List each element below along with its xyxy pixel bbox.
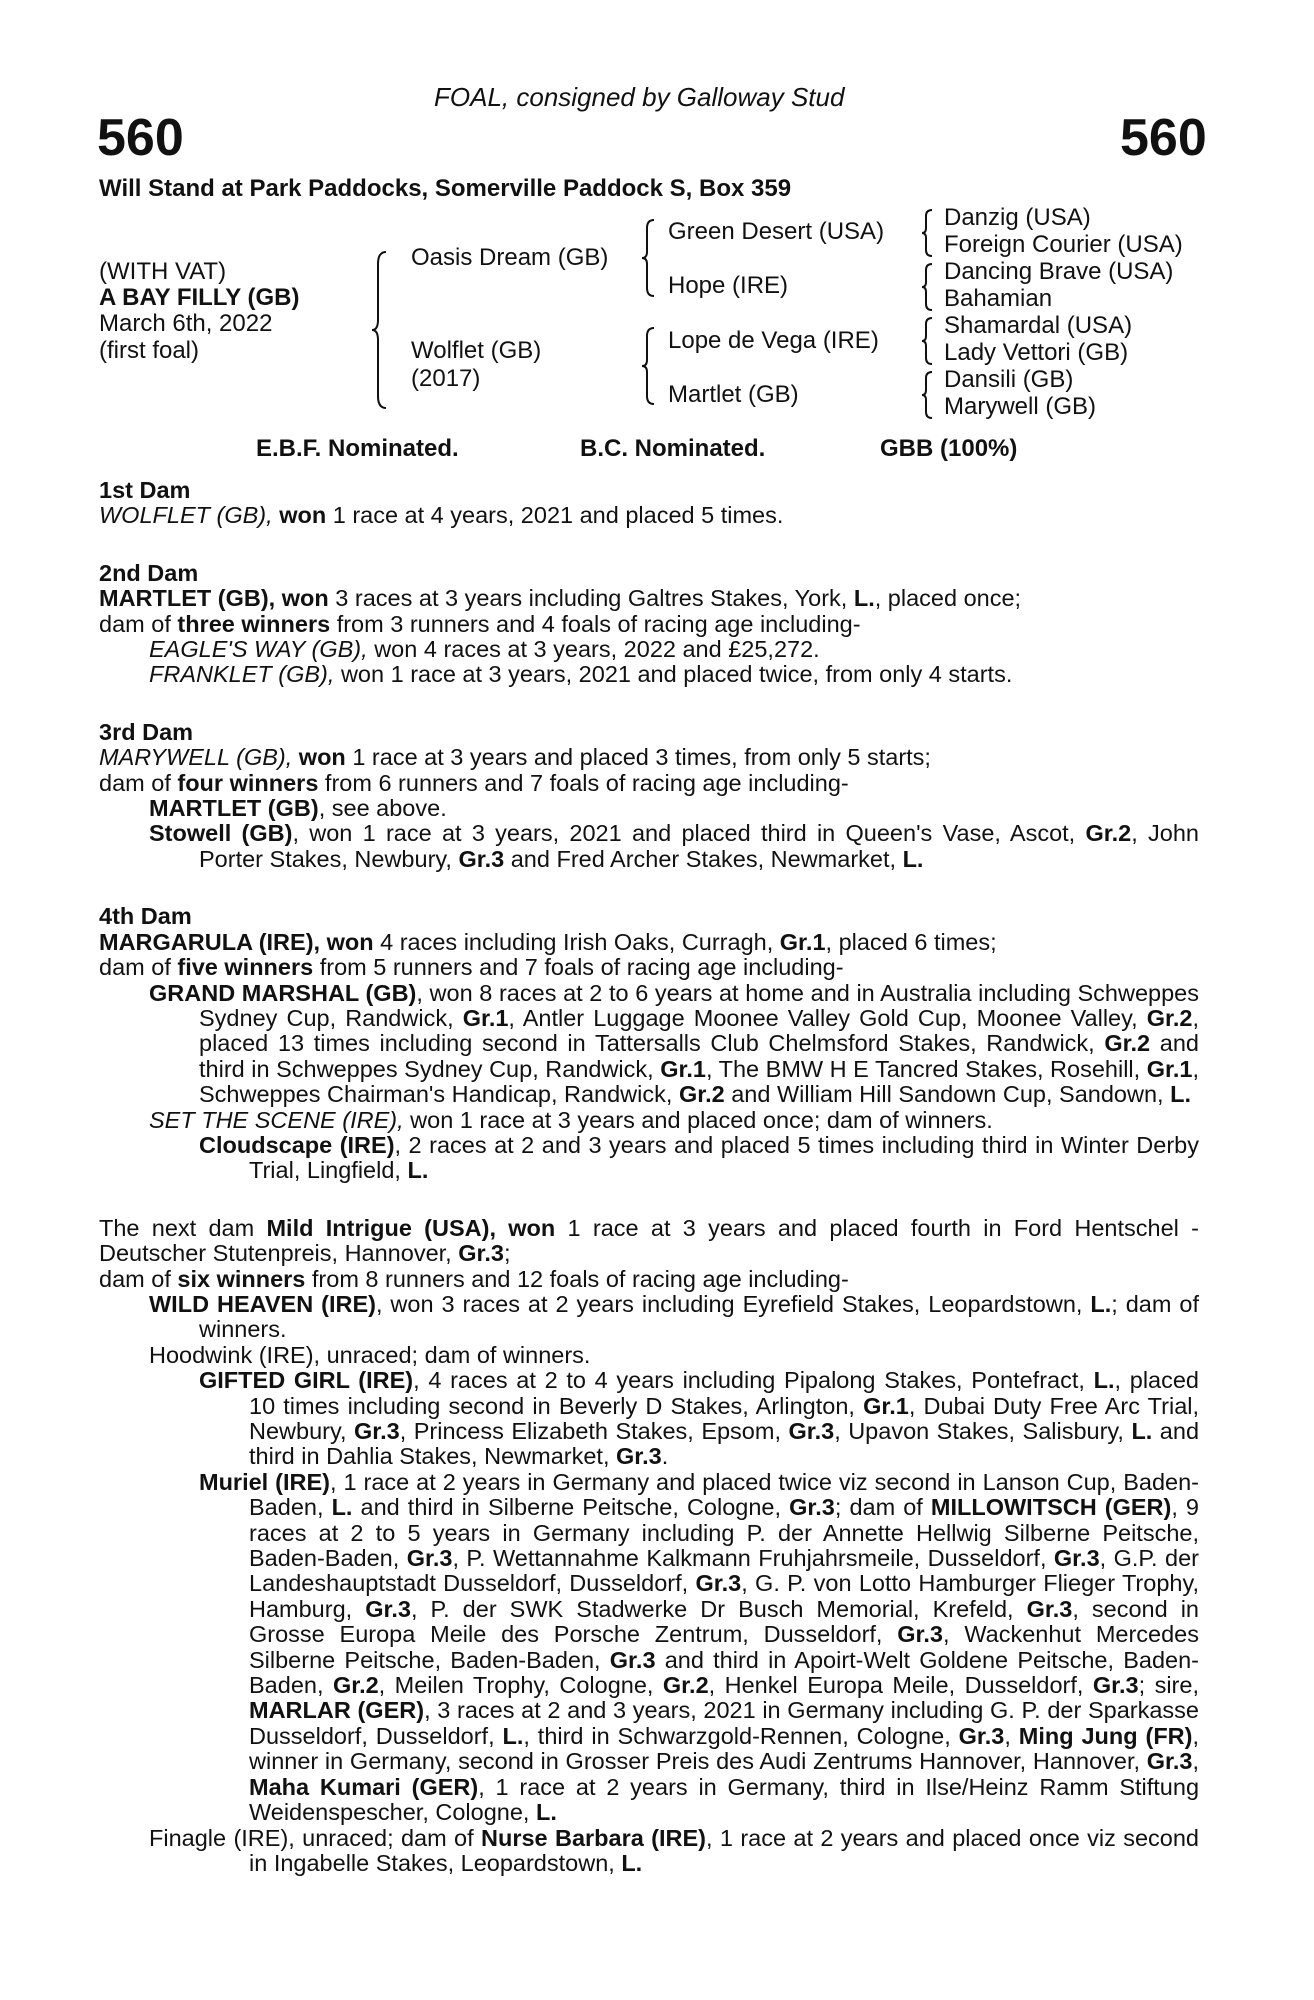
dam-sire-sire: Shamardal (USA) (944, 312, 1133, 339)
gbb-rating: GBB (100%) (880, 435, 1018, 462)
lot-number-left: 560 (97, 109, 184, 167)
dam4-produce-item: GRAND MARSHAL (GB), won 8 races at 2 to 6 years at home and in Australia including Schweppes Sydney Cup, Randwick, Gr.1, Antler Luggage Moonee Valley Gold Cup, Moonee Valley, Gr.2, placed 13 times including second in Tattersalls Club Chelmsford Stakes, Randwick, Gr.2 and third in Schweppes Sydney Cup, Randwick, Gr.1, The BMW H E Tancred Stakes, Rosehill, Gr.1, Schweppes Chairman's Handicap, Randwick, Gr.2 and William Hill Sandown Cup, Sandown, L. (149, 979, 1200, 1108)
dam-year: (2017) (411, 365, 481, 392)
sire-sire-dam: Foreign Courier (USA) (944, 231, 1183, 258)
lot-number-right: 560 (1120, 109, 1207, 167)
sire-sire: Green Desert (USA) (668, 218, 885, 245)
dam2-record: MARTLET (GB), won 3 races at 3 years including Galtres Stakes, York, L., placed once; (99, 585, 1022, 612)
sire-dam-dam: Bahamian (944, 285, 1053, 312)
dam4-record: MARGARULA (IRE), won 4 races including Irish Oaks, Curragh, Gr.1, placed 6 times; (99, 928, 997, 955)
next-dam-grandproduce-item: Muriel (IRE), 1 race at 2 years in Germany and placed twice viz second in Lanson Cup, Baden-Baden, L. and third in Silberne Peitsche, Cologne, Gr.3; dam of MILLOWITSCH (GER), 9 races at 2 to 5 years in Germany including P. der Annette Hellwig Silberne Peitsche, Baden-Baden, Gr.3, P. Wettannahme Kalkmann Fruhjahrsmeile, Dusseldorf, Gr.3, G.P. der Landeshauptstadt Dusseldorf, Dusseldorf, Gr.3, G. P. von Lotto Hamburger Flieger Trophy, Hamburg, Gr.3, P. der SWK Stadwerke Dr Busch Memorial, Krefeld, Gr.3, second in Grosse Europa Meile des Porsche Zentrum, Dusseldorf, Gr.3, Wackenhut Mercedes Silberne Peitsche, Baden-Baden, Gr.3 and third in Apoirt-Welt Goldene Peitsche, Baden-Baden, Gr.2, Meilen Trophy, Cologne, Gr.2, Henkel Europa Meile, Dusseldorf, Gr.3; sire, MARLAR (GER), 3 races at 2 and 3 years, 2021 in Germany including G. P. der Sparkasse Dusseldorf, Dusseldorf, L., third in Schwarzgold-Rennen, Cologne, Gr.3, Ming Jung (FR), winner in Germany, second in Grosser Preis des Audi Zentrums Hannover, Hannover, Gr.3, Maha Kumari (GER), 1 race at 2 years in Germany, third in Ilse/Heinz Ramm Stiftung Weidenspescher, Cologne, L. (199, 1468, 1200, 1826)
pedigree-brace-3a (920, 208, 936, 258)
next-dam-record: The next dam Mild Intrigue (USA), won 1 race at 3 years and placed fourth in Ford Hentschel - Deutscher Stutenpreis, Hannover, Gr.3; (99, 1214, 1199, 1267)
foaling-date: March 6th, 2022 (99, 310, 273, 337)
catalogue-body (99, 478, 1199, 1876)
dam2-produce-summary: dam of three winners from 3 runners and 4 foals of racing age including- (99, 610, 861, 637)
sire-name: Oasis Dream (GB) (411, 244, 609, 271)
next-dam-produce-item: Finagle (IRE), unraced; dam of Nurse Barbara (IRE), 1 race at 2 years and placed once viz second in Ingabelle Stakes, Leopardstown, L. (149, 1824, 1200, 1876)
ebf-nominated: E.B.F. Nominated. (256, 435, 459, 462)
bc-nominated: B.C. Nominated. (580, 435, 766, 462)
dam1-heading: 1st Dam (99, 477, 191, 503)
dam4-heading: 4th Dam (99, 903, 192, 930)
dam-dam-sire: Dansili (GB) (944, 366, 1074, 393)
dam3-produce-item: Stowell (GB), won 1 race at 3 years, 2021 and placed third in Queen's Vase, Ascot, Gr.2, John Porter Stakes, Newbury, Gr.3 and Fred Archer Stakes, Newmarket, L. (149, 820, 1199, 872)
pedigree-brace-2b (640, 326, 658, 406)
dam2-produce-item: EAGLE'S WAY (GB), won 4 races at 3 years, 2022 and £25,272. (149, 636, 820, 663)
dam3-produce-item: MARTLET (GB), see above. (149, 795, 447, 822)
pedigree-brace-1 (370, 250, 390, 410)
next-dam-produce-item: Hoodwink (IRE), unraced; dam of winners. (149, 1341, 591, 1368)
dam-sire-dam: Lady Vettori (GB) (944, 339, 1129, 366)
dam-dam-dam: Marywell (GB) (944, 393, 1097, 420)
sire-sire-sire: Danzig (USA) (944, 204, 1091, 231)
next-dam-produce-item: WILD HEAVEN (IRE), won 3 races at 2 years including Eyrefield Stakes, Leopardstown, L.; dam of winners. (149, 1290, 1199, 1343)
dam-sire: Lope de Vega (IRE) (668, 327, 879, 354)
stand-location: Will Stand at Park Paddocks, Somerville Paddock S, Box 359 (99, 175, 792, 202)
pedigree-brace-3b (920, 262, 936, 312)
pedigree-brace-2a (640, 218, 658, 298)
dam3-heading: 3rd Dam (99, 718, 194, 745)
foal-note: (first foal) (99, 337, 200, 364)
consignor-line: FOAL, consigned by Galloway Stud (434, 82, 845, 112)
sire-dam-sire: Dancing Brave (USA) (944, 258, 1174, 285)
next-dam-produce-summary: dam of six winners from 8 runners and 12 foals of racing age including- (99, 1265, 849, 1292)
dam4-grandproduce-item: Cloudscape (IRE), 2 races at 2 and 3 years and placed 5 times including third in Winter Derby Trial, Lingfield, L. (199, 1131, 1199, 1184)
next-dam-grandproduce-item: GIFTED GIRL (IRE), 4 races at 2 to 4 years including Pipalong Stakes, Pontefract, L., placed 10 times including second in Beverly D Stakes, Arlington, Gr.1, Dubai Duty Free Arc Trial, Newbury, Gr.3, Princess Elizabeth Stakes, Epsom, Gr.3, Upavon Stakes, Salisbury, L. and third in Dahlia Stakes, Newmarket, Gr.3. (199, 1367, 1200, 1470)
horse-name: A BAY FILLY (GB) (99, 284, 300, 311)
dam4-produce-item: SET THE SCENE (IRE), won 1 race at 3 years and placed once; dam of winners. (149, 1106, 993, 1133)
pedigree-brace-3c (920, 316, 936, 366)
vat-note: (WITH VAT) (99, 258, 227, 285)
dam3-record: MARYWELL (GB), won 1 race at 3 years and placed 3 times, from only 5 starts; (99, 744, 931, 771)
dam1-record: WOLFLET (GB), won 1 race at 4 years, 2021 and placed 5 times. (99, 502, 784, 529)
dam-dam: Martlet (GB) (668, 381, 799, 408)
dam-name: Wolflet (GB) (411, 337, 542, 364)
sire-dam: Hope (IRE) (668, 272, 789, 299)
dam2-heading: 2nd Dam (99, 559, 199, 586)
dam2-produce-item: FRANKLET (GB), won 1 race at 3 years, 2021 and placed twice, from only 4 starts. (149, 661, 1013, 688)
dam3-produce-summary: dam of four winners from 6 runners and 7 foals of racing age including- (99, 769, 849, 796)
dam4-produce-summary: dam of five winners from 5 runners and 7 foals of racing age including- (99, 954, 844, 981)
pedigree-brace-3d (920, 370, 936, 420)
